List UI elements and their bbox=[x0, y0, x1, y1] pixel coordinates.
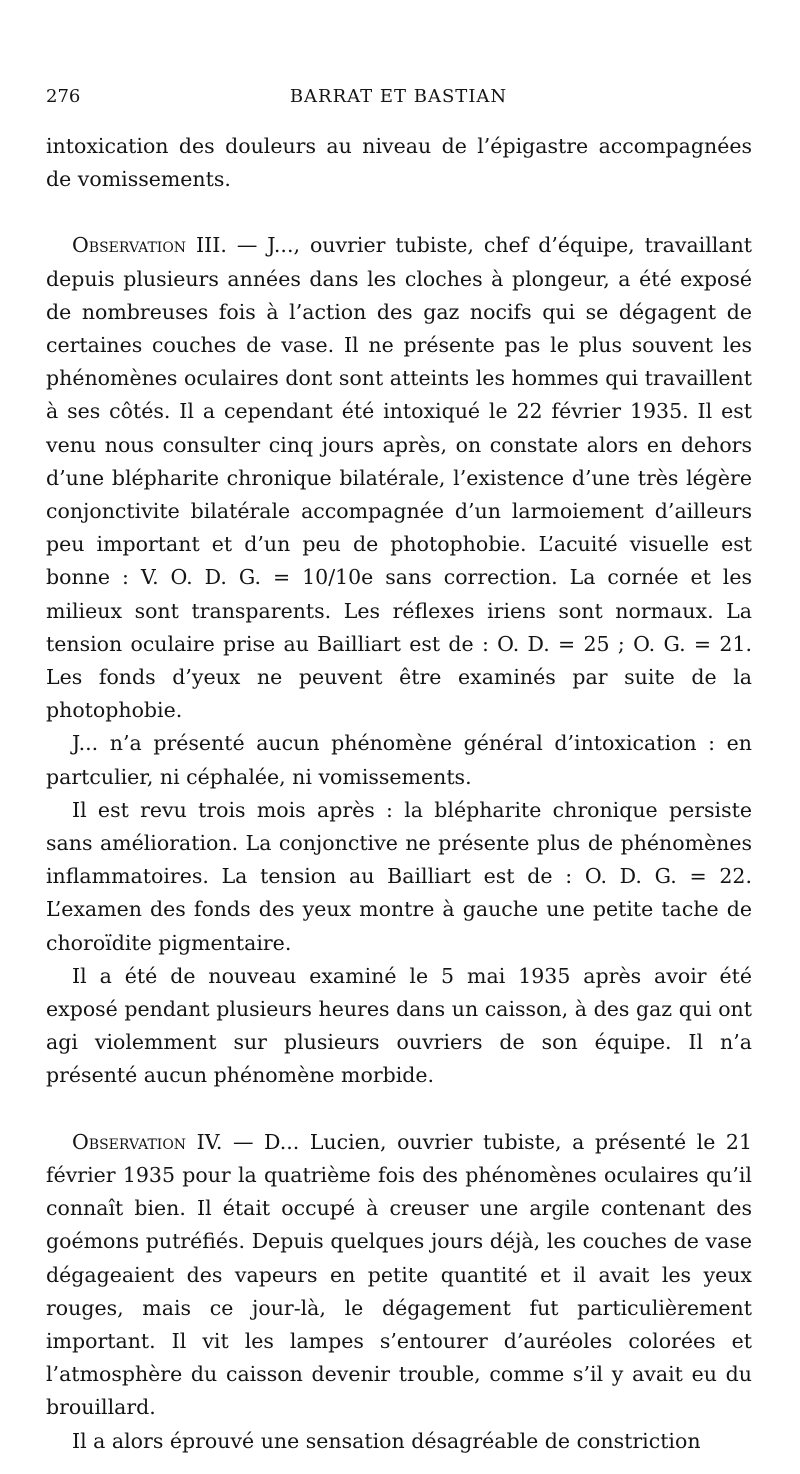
body-text bbox=[46, 130, 752, 1458]
observation-3-paragraph bbox=[46, 229, 752, 727]
paragraph-reexamination: Il a été de nouveau examiné le 5 mai 1935 après avoir été exposé pendant plusieurs heures dans un caisson, à des gaz qui ont agi violemment sur plusieurs ouvriers de son équipe. Il n’a présenté aucun phénomène morbide. bbox=[46, 963, 752, 1088]
paragraph-revisit: Il est revu trois mois après : la blépharite chronique persiste sans amélioration. La conjonctive ne présente plus de phénomènes inflammatoires. La tension au Bailliart est de : O. D. G. = 22. L’examen des fonds des yeux montre à gauche une petite tache de choroïdite pigmentaire. bbox=[46, 797, 752, 955]
observation-3-text: — J..., ouvrier tubiste, chef d’équipe, travaillant depuis plusieurs années dans les cloches à plongeur, a été exposé de nombreuses fois à l’action des gaz nocifs qui se dégagent de certaines couches de vase. Il ne présente pas le plus souvent les phénomènes oculaires dont sont atteints les hommes qui travaillent à ses côtés. Il a cependant été intoxiqué le 22 février 1935. Il est venu nous consulter cinq jours après, on constate alors en dehors d’une blépharite chronique bilatérale, l’existence d’une très légère conjonctivite bilatérale accompagnée d’un larmoiement d’ailleurs peu important et d’un peu de photophobie. L’acuité visuelle est bonne : V. O. D. G. = 10/10e sans correction. La cornée et les milieux sont transparents. Les réflexes iriens sont normaux. La tension oculaire prise au Bailliart est de : O. D. = 25 ; O. G. = 21. Les fonds d’yeux ne peuvent être examinés par suite de la photophobie. bbox=[46, 233, 753, 723]
page-number: 276 bbox=[46, 86, 81, 107]
paragraph-constriction: Il a alors éprouvé une sensation désagréable de constriction bbox=[72, 1428, 701, 1453]
paragraph-continuation: intoxication des douleurs au niveau de l’épigastre accompagnées de vomissements. bbox=[46, 134, 752, 192]
page-header bbox=[46, 86, 751, 116]
observation-3-label: Observation III. bbox=[72, 233, 227, 258]
paragraph-general-phenomena: J... n’a présenté aucun phénomène général d’intoxication : en partculier, ni céphalée, ni vomissements. bbox=[46, 731, 752, 789]
observation-4-text: — D... Lucien, ouvrier tubiste, a présenté le 21 février 1935 pour la quatrième fois des phénomènes oculaires qu’il connaît bien. Il était occupé à creuser une argile contenant des goémons putréfiés. Depuis quelques jours déjà, les couches de vase dégageaient des vapeurs en petite quantité et il avait les yeux rouges, mais ce jour-là, le dégagement fut particulièrement important. Il vit les lampes s’entourer d’auréoles colorées et l’atmosphère du caisson devenir trouble, comme s’il y avait eu du brouillard. bbox=[46, 1129, 752, 1420]
observation-4-label: Observation IV. bbox=[72, 1129, 223, 1154]
observation-4-paragraph bbox=[46, 1126, 752, 1425]
running-head: BARRAT ET BASTIAN bbox=[289, 86, 508, 107]
